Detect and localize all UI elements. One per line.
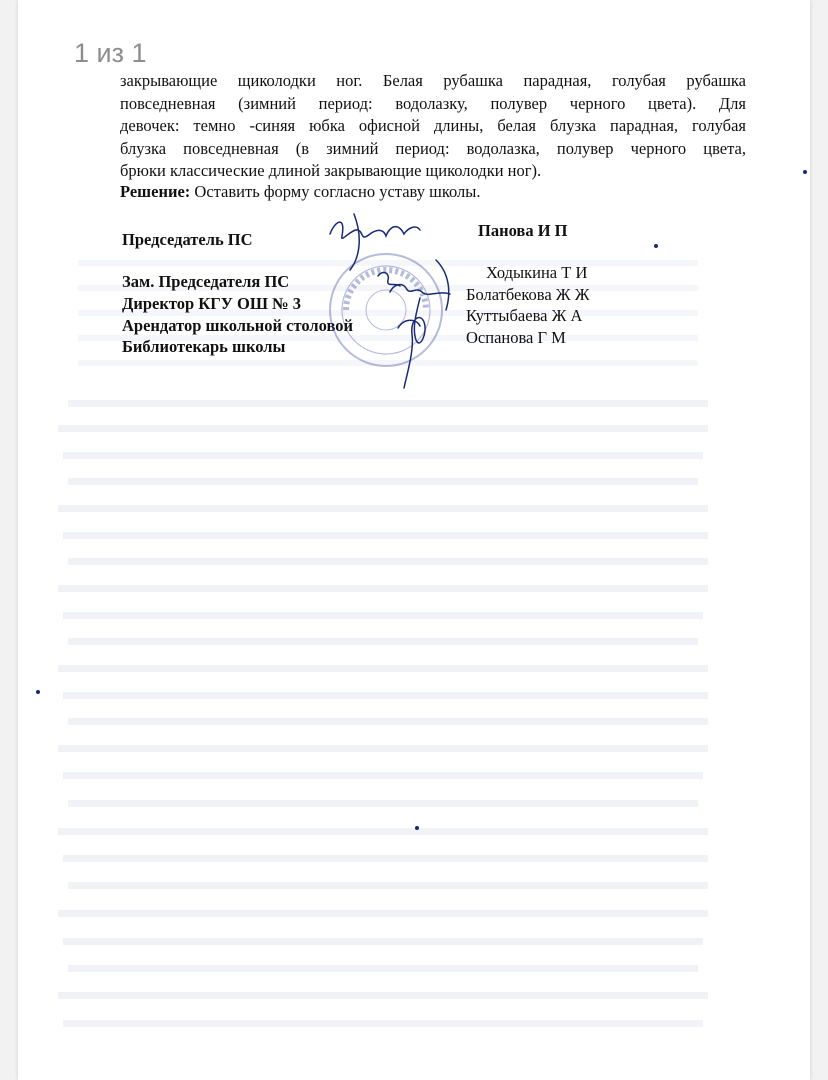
decision-line: [120, 182, 480, 202]
round-seal: [330, 254, 442, 366]
signatory-name: Оспанова Г М: [466, 328, 566, 347]
paragraph-line: повседневная (зимний период: водолазку, полувер черного цвета). Для: [120, 93, 746, 113]
paragraph: [120, 70, 746, 183]
paragraph-line: брюки классические длиной закрывающие щиколодки ног).: [120, 161, 542, 180]
ink-dot: [654, 244, 658, 248]
document-page: [18, 0, 810, 1080]
paragraph-line: закрывающие щиколодки ног. Белая рубашка парадная, голубая рубашка: [120, 71, 746, 90]
decision-label: Решение:: [120, 182, 191, 201]
signatory-role: Арендатор школьной столовой: [122, 316, 354, 335]
school-stamp-and-signatures: [324, 200, 474, 400]
handwritten-signatures: [330, 214, 450, 388]
signatory-name: Болатбекова Ж Ж: [466, 285, 590, 304]
signatory-role: Библиотекарь школы: [122, 337, 286, 356]
signatory-name: Панова И П: [478, 221, 568, 240]
page-counter: 1 из 1: [74, 38, 147, 68]
paragraph-line: блузка повседневная (в зимний период: водолазка, полувер черного цвета,: [120, 138, 746, 158]
signatory-role: Председатель ПС: [122, 230, 253, 249]
signatory-name: Ходыкина Т И: [486, 263, 588, 282]
signatory-name: Куттыбаева Ж А: [466, 306, 583, 325]
signatory-role: Зам. Председателя ПС: [122, 272, 290, 291]
decision-text: Оставить форму согласно уставу школы.: [190, 182, 481, 201]
signatory-role: Директор КГУ ОШ № 3: [122, 294, 302, 313]
ink-dot: [36, 690, 40, 694]
ink-dot: [415, 826, 419, 830]
ink-dot: [803, 170, 807, 174]
paragraph-line: девочек: темно -синяя юбка офисной длины, белая блузка парадная, голубая: [120, 116, 746, 135]
